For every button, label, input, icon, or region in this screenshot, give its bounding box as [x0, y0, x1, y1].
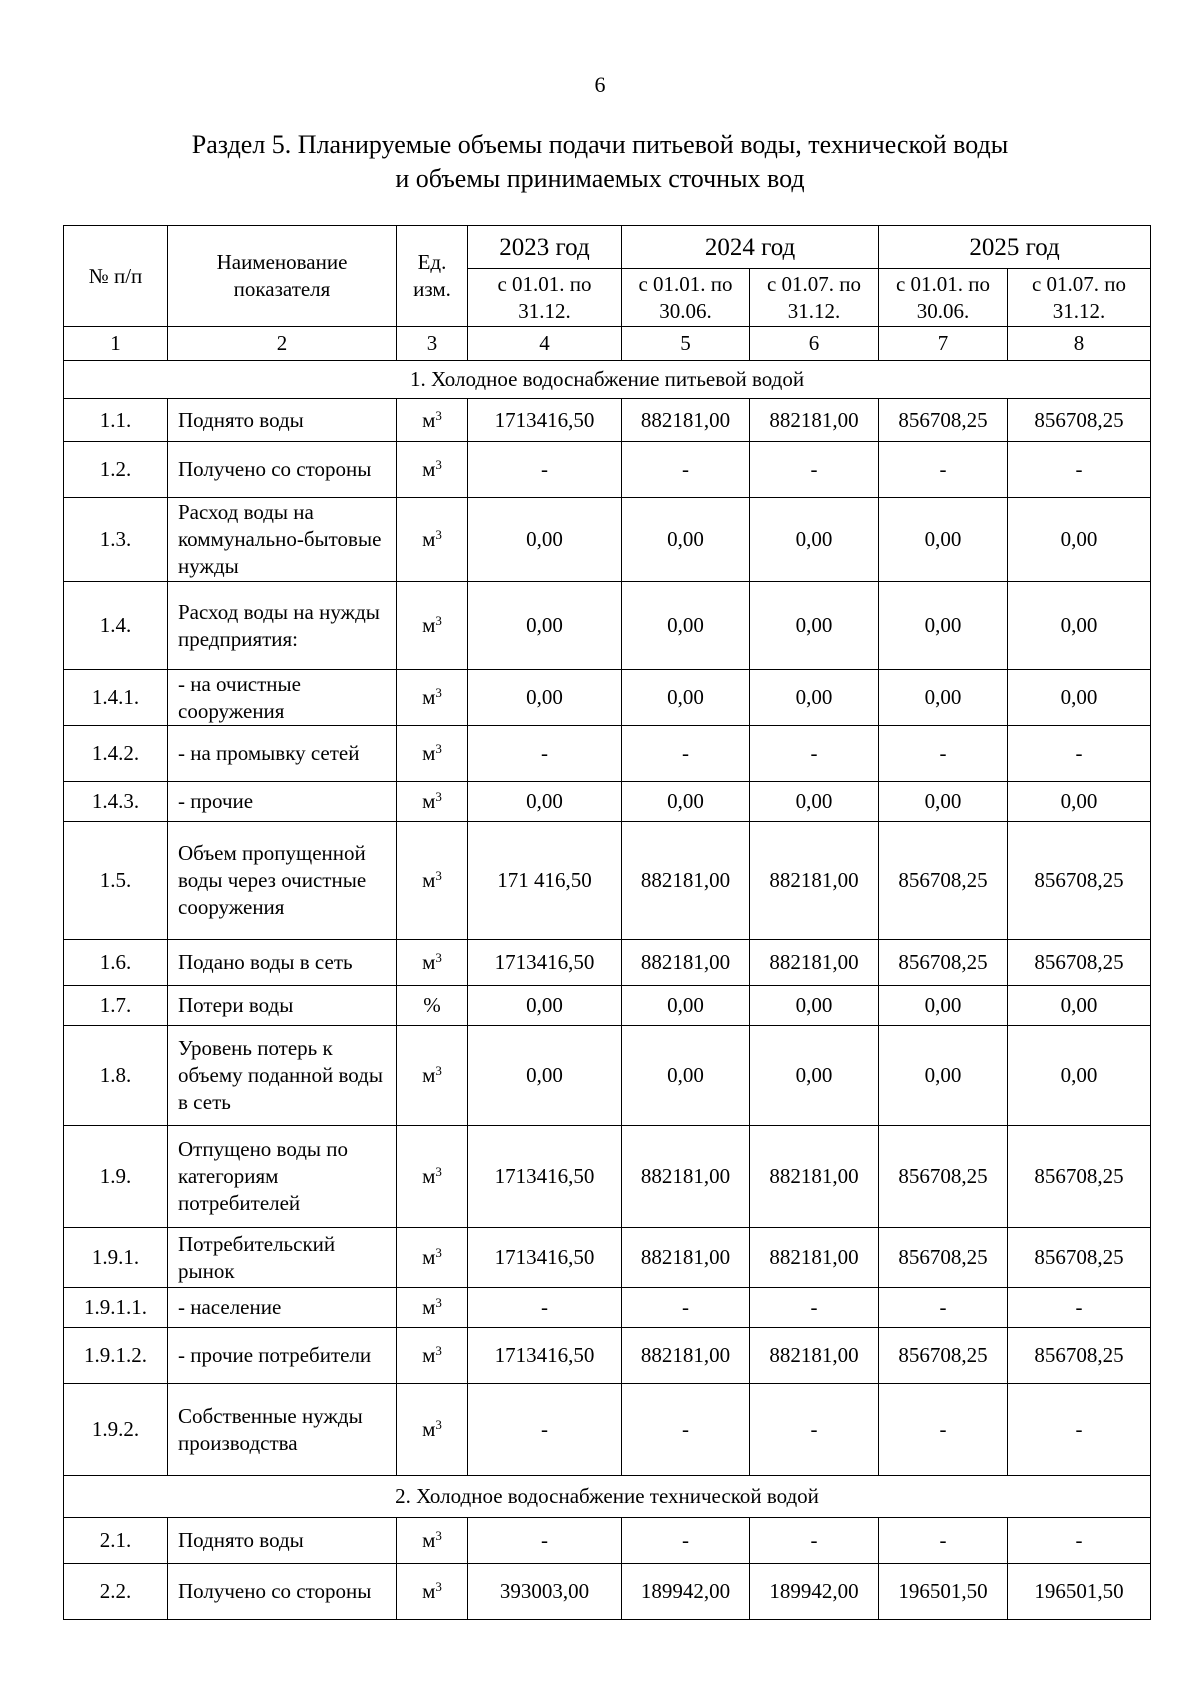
row-value: - [622, 1518, 750, 1564]
section-header-row [64, 1476, 1151, 1518]
row-value: 882181,00 [622, 822, 750, 940]
row-value: 0,00 [879, 986, 1008, 1026]
row-value: - [622, 1288, 750, 1328]
row-value: - [750, 726, 879, 782]
row-name: Отпущено воды по категориям потребителей [168, 1126, 397, 1228]
row-name: Собственные нужды производства [168, 1384, 397, 1476]
row-value: 856708,25 [879, 1126, 1008, 1228]
row-value: 0,00 [750, 782, 879, 822]
row-value: 0,00 [622, 1026, 750, 1126]
row-number: 1.5. [64, 822, 168, 940]
row-value: - [1008, 726, 1151, 782]
row-unit: $м^3$ [397, 1564, 468, 1620]
row-name: Подано воды в сеть [168, 940, 397, 986]
row-value: 882181,00 [750, 1328, 879, 1384]
row-value: 882181,00 [622, 1228, 750, 1288]
row-value: 0,00 [468, 670, 622, 726]
row-value: - [468, 1518, 622, 1564]
row-value: 0,00 [1008, 582, 1151, 670]
column-number: 4 [468, 327, 622, 361]
row-value: - [879, 726, 1008, 782]
row-name: Получено со стороны [168, 442, 397, 498]
row-unit: $м^3$ [397, 582, 468, 670]
header-period: с 01.07. по 31.12. [750, 269, 879, 327]
table-row [64, 940, 1151, 986]
row-number: 1.2. [64, 442, 168, 498]
row-value: 1713416,50 [468, 1328, 622, 1384]
row-value: 0,00 [468, 1026, 622, 1126]
row-value: 0,00 [622, 582, 750, 670]
table-row [64, 1026, 1151, 1126]
table-row [64, 670, 1151, 726]
water-volumes-table [63, 225, 1151, 1620]
row-value: - [750, 1288, 879, 1328]
row-number: 1.9.1.2. [64, 1328, 168, 1384]
row-unit: $м^3$ [397, 1026, 468, 1126]
row-value: 196501,50 [879, 1564, 1008, 1620]
row-value: 0,00 [468, 986, 622, 1026]
row-value: 196501,50 [1008, 1564, 1151, 1620]
row-unit: $м^3$ [397, 1384, 468, 1476]
table-row [64, 582, 1151, 670]
header-period: с 01.01. по 30.06. [622, 269, 750, 327]
row-value: - [622, 1384, 750, 1476]
row-value: - [468, 1288, 622, 1328]
row-value: - [1008, 1288, 1151, 1328]
row-unit: $м^3$ [397, 1228, 468, 1288]
table-row [64, 1384, 1151, 1476]
table-row [64, 726, 1151, 782]
row-value: 0,00 [1008, 498, 1151, 582]
section-heading: 2. Холодное водоснабжение технической водой [64, 1476, 1151, 1518]
row-number: 1.4.3. [64, 782, 168, 822]
header-year-2025: 2025 год [879, 226, 1151, 269]
row-value: 0,00 [879, 1026, 1008, 1126]
table-body [64, 361, 1151, 1620]
table-row [64, 1328, 1151, 1384]
row-name: Уровень потерь к объему поданной воды в сеть [168, 1026, 397, 1126]
row-value: - [1008, 1384, 1151, 1476]
row-value: 0,00 [750, 670, 879, 726]
table-row [64, 1288, 1151, 1328]
row-value: 882181,00 [750, 1228, 879, 1288]
row-number: 2.2. [64, 1564, 168, 1620]
row-value: 856708,25 [879, 1328, 1008, 1384]
row-value: - [750, 442, 879, 498]
row-value: - [879, 1518, 1008, 1564]
column-number: 5 [622, 327, 750, 361]
header-period: с 01.01. по 31.12. [468, 269, 622, 327]
row-value: 856708,25 [1008, 1328, 1151, 1384]
row-value: 882181,00 [622, 1126, 750, 1228]
row-unit: $м^3$ [397, 1126, 468, 1228]
row-value: - [879, 442, 1008, 498]
row-value: 856708,25 [879, 822, 1008, 940]
row-value: - [879, 1384, 1008, 1476]
row-number: 1.9. [64, 1126, 168, 1228]
section-title-line-1: Раздел 5. Планируемые объемы подачи питьевой воды, технической воды [191, 130, 1009, 159]
row-name: - население [168, 1288, 397, 1328]
section-title [0, 128, 1200, 196]
row-value: 882181,00 [750, 822, 879, 940]
header-year-2024: 2024 год [622, 226, 879, 269]
header-unit: Ед. изм. [397, 226, 468, 327]
row-value: 0,00 [1008, 670, 1151, 726]
row-value: 882181,00 [750, 940, 879, 986]
page-number: 6 [594, 72, 606, 97]
row-value: - [468, 726, 622, 782]
row-number: 1.9.1. [64, 1228, 168, 1288]
row-value: - [750, 1384, 879, 1476]
header-period: с 01.01. по 30.06. [879, 269, 1008, 327]
row-unit: $м^3$ [397, 670, 468, 726]
row-value: - [1008, 1518, 1151, 1564]
row-value: 1713416,50 [468, 940, 622, 986]
row-value: 1713416,50 [468, 1126, 622, 1228]
table-row [64, 822, 1151, 940]
table-row [64, 442, 1151, 498]
row-value: 1713416,50 [468, 1228, 622, 1288]
row-value: 0,00 [879, 670, 1008, 726]
row-value: 882181,00 [622, 399, 750, 442]
column-number: 7 [879, 327, 1008, 361]
row-value: - [468, 1384, 622, 1476]
row-value: 882181,00 [750, 399, 879, 442]
row-value: - [879, 1288, 1008, 1328]
row-value: 856708,25 [1008, 940, 1151, 986]
row-value: 0,00 [1008, 1026, 1151, 1126]
row-value: 0,00 [750, 1026, 879, 1126]
row-value: 0,00 [622, 782, 750, 822]
row-value: 856708,25 [1008, 1126, 1151, 1228]
row-value: 0,00 [750, 582, 879, 670]
row-number: 1.4.2. [64, 726, 168, 782]
row-unit: $м^3$ [397, 442, 468, 498]
table-row [64, 1126, 1151, 1228]
row-number: 2.1. [64, 1518, 168, 1564]
row-name: - прочие потребители [168, 1328, 397, 1384]
row-value: 0,00 [879, 498, 1008, 582]
row-number: 1.9.2. [64, 1384, 168, 1476]
header-period: с 01.07. по 31.12. [1008, 269, 1151, 327]
row-unit: % [397, 986, 468, 1026]
row-name: Потери воды [168, 986, 397, 1026]
table-row [64, 1228, 1151, 1288]
row-name: Поднято воды [168, 399, 397, 442]
row-number: 1.8. [64, 1026, 168, 1126]
row-name: Поднято воды [168, 1518, 397, 1564]
section-header-row [64, 361, 1151, 399]
row-value: 0,00 [622, 498, 750, 582]
table-row [64, 782, 1151, 822]
row-unit: $м^3$ [397, 940, 468, 986]
row-number: 1.9.1.1. [64, 1288, 168, 1328]
table-row [64, 1518, 1151, 1564]
row-value: 0,00 [879, 582, 1008, 670]
section-title-line-2: и объемы принимаемых сточных вод [395, 164, 805, 193]
row-number: 1.7. [64, 986, 168, 1026]
row-number: 1.6. [64, 940, 168, 986]
row-value: 856708,25 [1008, 1228, 1151, 1288]
row-value: - [622, 442, 750, 498]
row-name: Получено со стороны [168, 1564, 397, 1620]
row-name: Расход воды на коммунально-бытовые нужды [168, 498, 397, 582]
row-value: 0,00 [622, 670, 750, 726]
row-unit: $м^3$ [397, 1518, 468, 1564]
row-value: 0,00 [468, 498, 622, 582]
row-unit: $м^3$ [397, 399, 468, 442]
row-unit: $м^3$ [397, 822, 468, 940]
row-number: 1.4.1. [64, 670, 168, 726]
row-value: 171 416,50 [468, 822, 622, 940]
column-numbers-row [64, 327, 1151, 361]
row-value: 856708,25 [879, 399, 1008, 442]
row-value: 189942,00 [750, 1564, 879, 1620]
row-value: 856708,25 [879, 940, 1008, 986]
row-name: - прочие [168, 782, 397, 822]
row-number: 1.4. [64, 582, 168, 670]
row-value: - [1008, 442, 1151, 498]
column-number: 6 [750, 327, 879, 361]
row-value: 1713416,50 [468, 399, 622, 442]
row-value: 0,00 [750, 498, 879, 582]
row-unit: $м^3$ [397, 498, 468, 582]
row-value: - [622, 726, 750, 782]
section-heading: 1. Холодное водоснабжение питьевой водой [64, 361, 1151, 399]
row-unit: $м^3$ [397, 782, 468, 822]
row-value: 0,00 [750, 986, 879, 1026]
row-unit: $м^3$ [397, 1288, 468, 1328]
table-row [64, 986, 1151, 1026]
row-value: 856708,25 [1008, 822, 1151, 940]
row-value: 0,00 [468, 582, 622, 670]
row-unit: $м^3$ [397, 1328, 468, 1384]
row-value: 0,00 [468, 782, 622, 822]
row-unit: $м^3$ [397, 726, 468, 782]
row-value: 189942,00 [622, 1564, 750, 1620]
row-name: - на промывку сетей [168, 726, 397, 782]
header-year-2023: 2023 год [468, 226, 622, 269]
row-name: Расход воды на нужды предприятия: [168, 582, 397, 670]
header-num: № п/п [64, 226, 168, 327]
row-value: 0,00 [1008, 986, 1151, 1026]
row-value: 0,00 [622, 986, 750, 1026]
row-value: 0,00 [1008, 782, 1151, 822]
row-name: Объем пропущенной воды через очистные сооружения [168, 822, 397, 940]
row-value: 882181,00 [622, 1328, 750, 1384]
row-number: 1.3. [64, 498, 168, 582]
row-value: 393003,00 [468, 1564, 622, 1620]
row-number: 1.1. [64, 399, 168, 442]
row-name: - на очистные сооружения [168, 670, 397, 726]
row-value: 0,00 [879, 782, 1008, 822]
header-name: Наименование показателя [168, 226, 397, 327]
row-name: Потребительский рынок [168, 1228, 397, 1288]
row-value: 856708,25 [879, 1228, 1008, 1288]
row-value: - [468, 442, 622, 498]
column-number: 1 [64, 327, 168, 361]
table-row [64, 399, 1151, 442]
row-value: 882181,00 [750, 1126, 879, 1228]
column-number: 2 [168, 327, 397, 361]
row-value: 856708,25 [1008, 399, 1151, 442]
column-number: 8 [1008, 327, 1151, 361]
table-row [64, 498, 1151, 582]
row-value: - [750, 1518, 879, 1564]
column-number: 3 [397, 327, 468, 361]
table-row [64, 1564, 1151, 1620]
row-value: 882181,00 [622, 940, 750, 986]
